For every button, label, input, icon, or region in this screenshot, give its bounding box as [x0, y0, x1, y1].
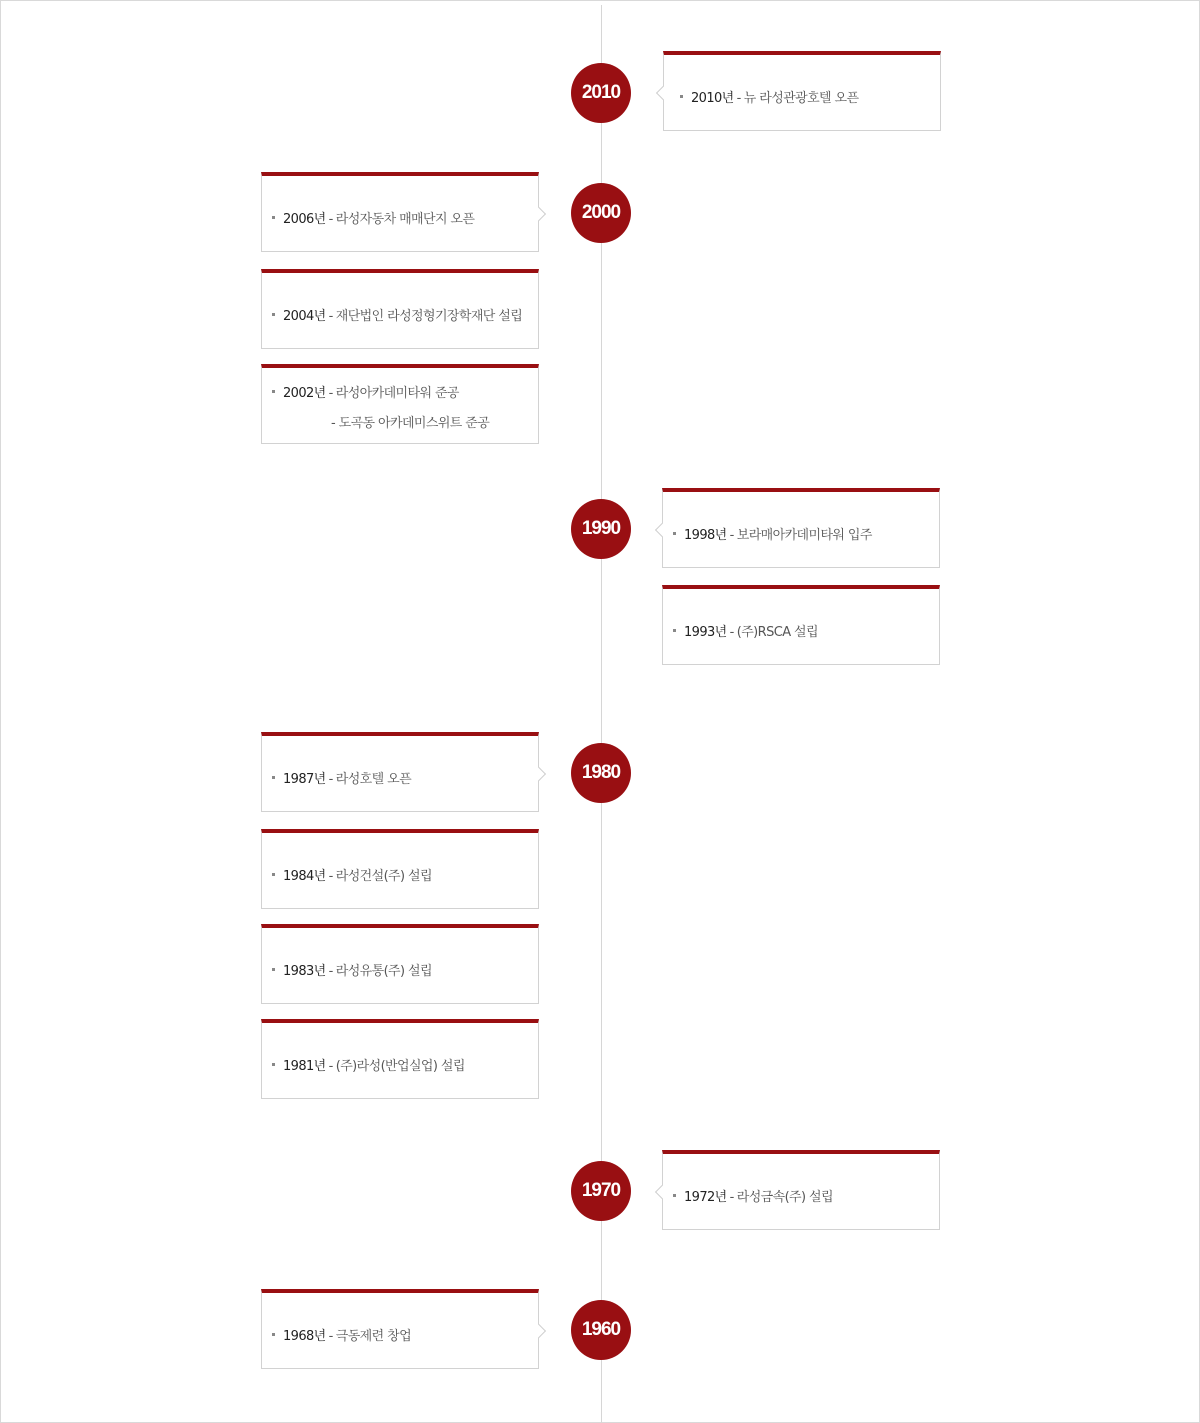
- decade-marker-1970: 1970: [571, 1161, 631, 1221]
- event-text: 뉴 라성관광호텔 오픈: [743, 91, 859, 106]
- event-card-1998: 1998년 - 보라매아카데미타워 입주: [662, 488, 940, 568]
- card-pointer: [532, 767, 546, 781]
- card-pointer: [532, 1324, 546, 1338]
- bullet-icon: [272, 1333, 275, 1336]
- event-text: 라성건설(주) 설립: [335, 869, 432, 884]
- event-text: 라성자동차 매매단지 오픈: [335, 212, 475, 227]
- event-text: 재단법인 라성정형기장학재단 설립: [335, 309, 523, 324]
- event-subtext: - 도곡동 아카데미스위트 준공: [331, 416, 490, 431]
- event-text: 라성유통(주) 설립: [335, 964, 432, 979]
- event-year: 1998년: [684, 528, 727, 543]
- event-card-2004: 2004년 - 재단법인 라성정형기장학재단 설립: [261, 269, 539, 349]
- event-year: 1987년: [283, 772, 326, 787]
- event-card-2002: 2002년 - 라성아카데미타워 준공 - 도곡동 아카데미스위트 준공: [261, 364, 539, 444]
- event-text: (주)라성(반업실업) 설립: [335, 1059, 465, 1074]
- bullet-icon: [272, 873, 275, 876]
- event-card-1984: 1984년 - 라성건설(주) 설립: [261, 829, 539, 909]
- event-year: 2010년: [691, 91, 734, 106]
- event-text: 라성금속(주) 설립: [736, 1190, 833, 1205]
- card-pointer: [655, 1185, 669, 1199]
- event-year: 1984년: [283, 869, 326, 884]
- event-year: 2004년: [283, 309, 326, 324]
- event-card-1972: 1972년 - 라성금속(주) 설립: [662, 1150, 940, 1230]
- bullet-icon: [272, 1063, 275, 1066]
- card-pointer: [532, 207, 546, 221]
- event-card-2010: 2010년 - 뉴 라성관광호텔 오픈: [663, 51, 941, 131]
- decade-marker-2000: 2000: [571, 183, 631, 243]
- event-text: (주)RSCA 설립: [736, 625, 818, 640]
- event-card-1981: 1981년 - (주)라성(반업실업) 설립: [261, 1019, 539, 1099]
- bullet-icon: [680, 95, 683, 98]
- card-pointer: [655, 523, 669, 537]
- event-text: 보라매아카데미타워 입주: [736, 528, 872, 543]
- bullet-icon: [673, 532, 676, 535]
- event-year: 1993년: [684, 625, 727, 640]
- card-pointer: [656, 86, 670, 100]
- event-year: 1983년: [283, 964, 326, 979]
- bullet-icon: [272, 968, 275, 971]
- event-year: 1972년: [684, 1190, 727, 1205]
- event-text: 극동제련 창업: [335, 1329, 412, 1344]
- event-year: 2006년: [283, 212, 326, 227]
- bullet-icon: [272, 776, 275, 779]
- event-card-1968: 1968년 - 극동제련 창업: [261, 1289, 539, 1369]
- bullet-icon: [673, 629, 676, 632]
- decade-marker-2010: 2010: [571, 63, 631, 123]
- event-card-1993: 1993년 - (주)RSCA 설립: [662, 585, 940, 665]
- bullet-icon: [272, 216, 275, 219]
- decade-marker-1960: 1960: [571, 1300, 631, 1360]
- event-year: 1968년: [283, 1329, 326, 1344]
- event-text: 라성아카데미타워 준공: [335, 386, 459, 401]
- event-card-2006: 2006년 - 라성자동차 매매단지 오픈: [261, 172, 539, 252]
- bullet-icon: [272, 313, 275, 316]
- decade-marker-1980: 1980: [571, 743, 631, 803]
- event-card-1983: 1983년 - 라성유통(주) 설립: [261, 924, 539, 1004]
- event-year: 2002년: [283, 386, 326, 401]
- event-text: 라성호텔 오픈: [335, 772, 412, 787]
- bullet-icon: [272, 390, 275, 393]
- event-card-1987: 1987년 - 라성호텔 오픈: [261, 732, 539, 812]
- decade-marker-1990: 1990: [571, 499, 631, 559]
- event-year: 1981년: [283, 1059, 326, 1074]
- bullet-icon: [673, 1194, 676, 1197]
